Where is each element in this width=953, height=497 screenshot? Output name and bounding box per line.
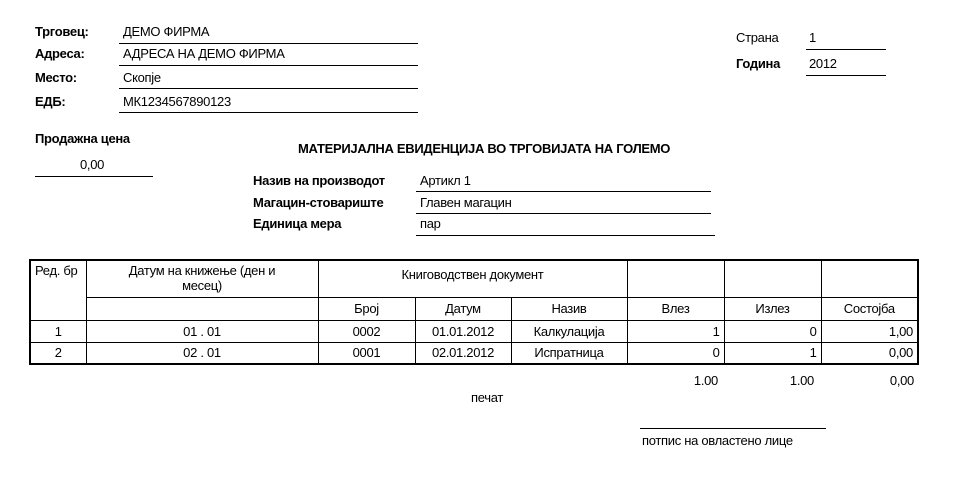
signature-label: потпис на овластено лице — [642, 433, 793, 448]
col-date-posting-header: Датум на книжење (ден и месец) — [86, 260, 318, 297]
divider — [416, 213, 711, 214]
place-value: Скопје — [123, 70, 161, 85]
row-no: 2 — [30, 342, 86, 364]
price-value: 0,00 — [80, 157, 105, 172]
row-balance: 1,00 — [821, 320, 918, 342]
empty-header-cell — [821, 260, 918, 297]
empty-header-cell — [86, 297, 318, 320]
col-in-header: Влез — [627, 297, 724, 320]
row-out: 0 — [724, 320, 821, 342]
empty-header-cell — [627, 260, 724, 297]
total-out: 1.00 — [789, 373, 814, 388]
col-balance-header: Состојба — [821, 297, 918, 320]
col-out-header: Излез — [724, 297, 821, 320]
row-no: 1 — [30, 320, 86, 342]
row-doc-number: 0002 — [318, 320, 415, 342]
divider — [806, 49, 886, 50]
address-label: Адреса: — [35, 46, 85, 61]
trader-label: Трговец: — [35, 24, 89, 39]
page-value: 1 — [809, 30, 816, 45]
page-label: Страна — [736, 30, 779, 45]
divider — [119, 88, 418, 89]
row-balance: 0,00 — [821, 342, 918, 364]
place-label: Место: — [35, 70, 77, 85]
product-name-value: Артикл 1 — [420, 173, 471, 188]
row-date: 01 . 01 — [86, 320, 318, 342]
price-label: Продажна цена — [35, 131, 130, 146]
year-value: 2012 — [809, 56, 837, 71]
row-doc-name: Калкулација — [511, 320, 627, 342]
document-title: МАТЕРИЈАЛНА ЕВИДЕНЦИЈА ВО ТРГОВИЈАТА НА ГОЛЕМО — [298, 141, 671, 156]
row-in: 0 — [627, 342, 724, 364]
signature-line — [640, 428, 826, 429]
unit-value: пар — [420, 216, 441, 231]
row-out: 1 — [724, 342, 821, 364]
unit-label: Единица мера — [253, 216, 342, 231]
row-doc-name: Испратница — [511, 342, 627, 364]
edb-label: ЕДБ: — [35, 94, 66, 109]
trader-value: ДЕМО ФИРМА — [123, 24, 210, 39]
divider — [806, 75, 886, 76]
total-in: 1.00 — [693, 373, 718, 388]
col-document-header: Книговодствен документ — [318, 260, 627, 297]
stamp-label: печат — [471, 390, 504, 405]
divider — [119, 43, 418, 44]
row-doc-date: 02.01.2012 — [415, 342, 511, 364]
table-row — [30, 320, 918, 342]
row-date: 02 . 01 — [86, 342, 318, 364]
ledger-table — [29, 259, 919, 365]
warehouse-value: Главен магацин — [420, 195, 512, 210]
col-no-header: Ред. бр — [30, 260, 86, 320]
address-value: АДРЕСА НА ДЕМО ФИРМА — [123, 46, 285, 61]
row-doc-date: 01.01.2012 — [415, 320, 511, 342]
divider — [35, 176, 153, 177]
empty-header-cell — [724, 260, 821, 297]
year-label: Година — [736, 56, 781, 71]
divider — [119, 65, 418, 66]
total-balance: 0,00 — [889, 373, 914, 388]
col-doc-date-header: Датум — [415, 297, 511, 320]
row-in: 1 — [627, 320, 724, 342]
product-name-label: Назив на производот — [253, 173, 385, 188]
divider — [119, 112, 418, 113]
col-doc-name-header: Назив — [511, 297, 627, 320]
divider — [416, 191, 711, 192]
row-doc-number: 0001 — [318, 342, 415, 364]
col-doc-number-header: Број — [318, 297, 415, 320]
table-row — [30, 342, 918, 364]
warehouse-label: Магацин-стовариште — [253, 195, 384, 210]
edb-value: МК1234567890123 — [123, 94, 231, 109]
divider — [416, 235, 715, 236]
